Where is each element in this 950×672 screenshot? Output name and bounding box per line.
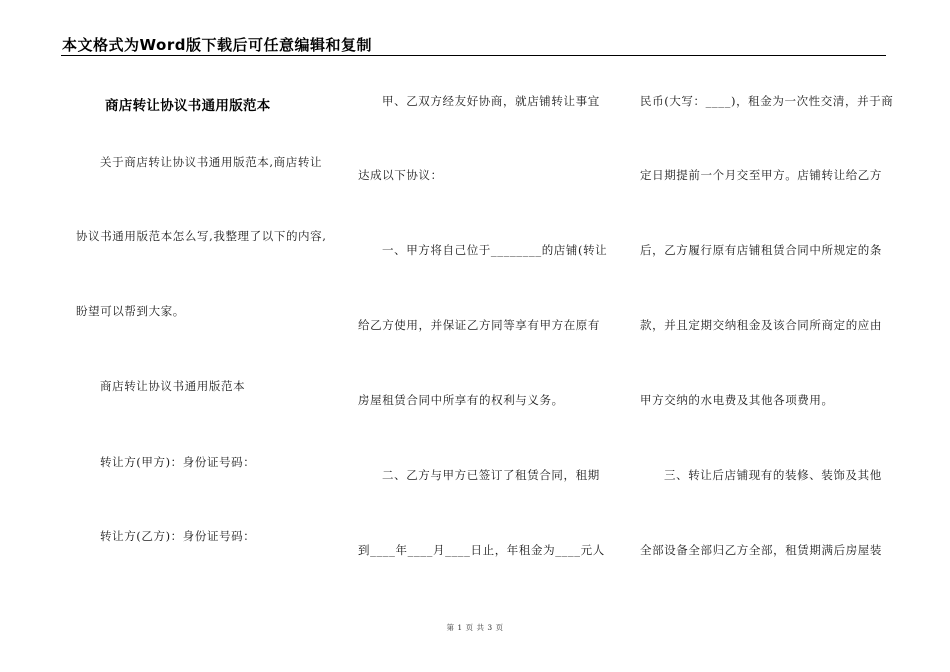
page-footer: 第 1 页 共 3 页 — [446, 623, 504, 632]
text-line: 商店转让协议书通用版范本 — [100, 379, 246, 393]
text-column-2 — [358, 0, 618, 672]
text-line: 协议书通用版范本怎么写,我整理了以下的内容, — [76, 229, 327, 243]
text-line: 到____年____月____日止，年租金为____元人 — [358, 543, 605, 557]
text-line: 给乙方使用，并保证乙方同等享有甲方在原有 — [358, 318, 600, 332]
text-line: 关于商店转让协议书通用版范本,商店转让 — [100, 155, 323, 169]
text-line: 全部设备全部归乙方全部，租赁期满后房屋装 — [640, 543, 882, 557]
text-line: 一、甲方将自己位于________的店铺(转让 — [382, 243, 608, 257]
text-line: 甲方交纳的水电费及其他各项费用。 — [640, 393, 834, 407]
text-line: 后，乙方履行原有店铺租赁合同中所规定的条 — [640, 243, 882, 257]
text-line: 二、乙方与甲方已签订了租赁合同，租期 — [382, 468, 600, 482]
text-line: 定日期提前一个月交至甲方。店铺转让给乙方 — [640, 168, 882, 182]
text-line: 民币(大写：____)，租金为一次性交清，并于商 — [640, 94, 894, 108]
text-line: 转让方(甲方)：身份证号码： — [100, 455, 256, 469]
text-line: 转让方(乙方)：身份证号码： — [100, 529, 256, 543]
text-line: 三、转让后店铺现有的装修、装饰及其他 — [664, 468, 882, 482]
text-column-3 — [640, 0, 900, 672]
text-line: 盼望可以帮到大家。 — [76, 304, 185, 318]
header-note: 本文格式为Word版下载后可任意编辑和复制 — [62, 36, 372, 54]
document-title: 商店转让协议书通用版范本 — [105, 98, 271, 114]
text-line: 房屋租赁合同中所享有的权利与义务。 — [358, 393, 564, 407]
text-line: 甲、乙双方经友好协商，就店铺转让事宜 — [382, 94, 600, 108]
text-column-1 — [70, 0, 330, 672]
text-line: 达成以下协议： — [358, 168, 443, 182]
text-line: 款，并且定期交纳租金及该合同所商定的应由 — [640, 318, 882, 332]
